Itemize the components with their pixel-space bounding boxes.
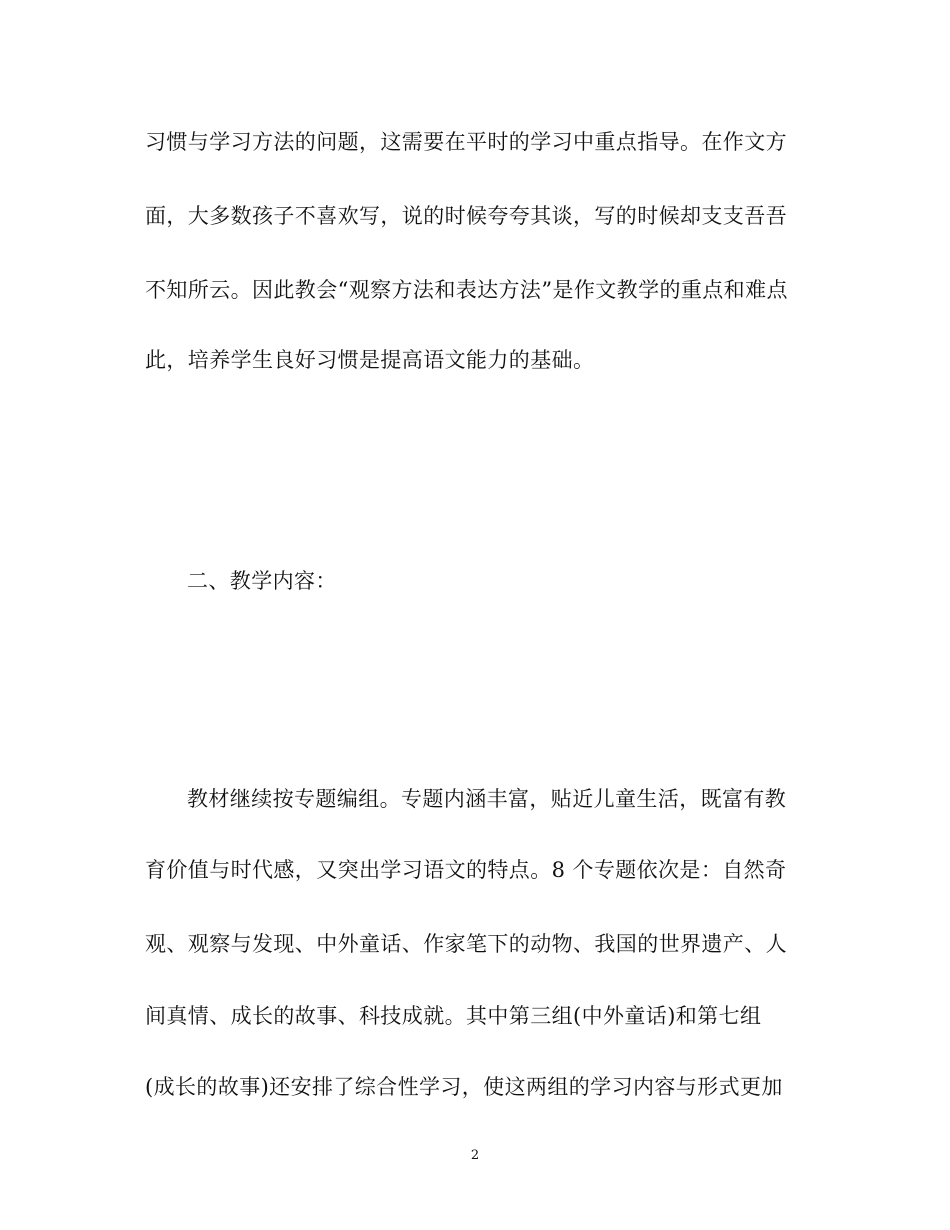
paragraph-2-line-5: (成长的故事)还安排了综合性学习，使这两组的学习内容与形式更加 xyxy=(145,1075,783,1099)
page-number: 2 xyxy=(470,1148,480,1163)
paragraph-2-line-1: 教材继续按专题编组。专题内涵丰富，贴近儿童生活，既富有教 xyxy=(187,787,787,811)
paragraph-2-line-2: 育价值与时代感，又突出学习语文的特点。8 个专题依次是：自然奇 xyxy=(145,858,787,882)
paragraph-2-line-4: 间真情、成长的故事、科技成就。其中第三组(中外童话)和第七组 xyxy=(145,1004,762,1028)
paragraph-2-line-3: 观、观察与发现、中外童话、作家笔下的动物、我国的世界遗产、人 xyxy=(145,932,787,956)
section-heading: 二、教学内容： xyxy=(187,569,337,593)
paragraph-1-line-2: 面，大多数孩子不喜欢写，说的时候夸夸其谈，写的时候却支支吾吾 xyxy=(145,204,787,228)
paragraph-1-line-3: 不知所云。因此教会“观察方法和表达方法”是作文教学的重点和难点 xyxy=(145,278,788,302)
paragraph-1-line-4: 此，培养学生良好习惯是提高语文能力的基础。 xyxy=(145,348,595,372)
paragraph-1-line-1: 习惯与学习方法的问题，这需要在平时的学习中重点指导。在作文方 xyxy=(145,130,787,154)
